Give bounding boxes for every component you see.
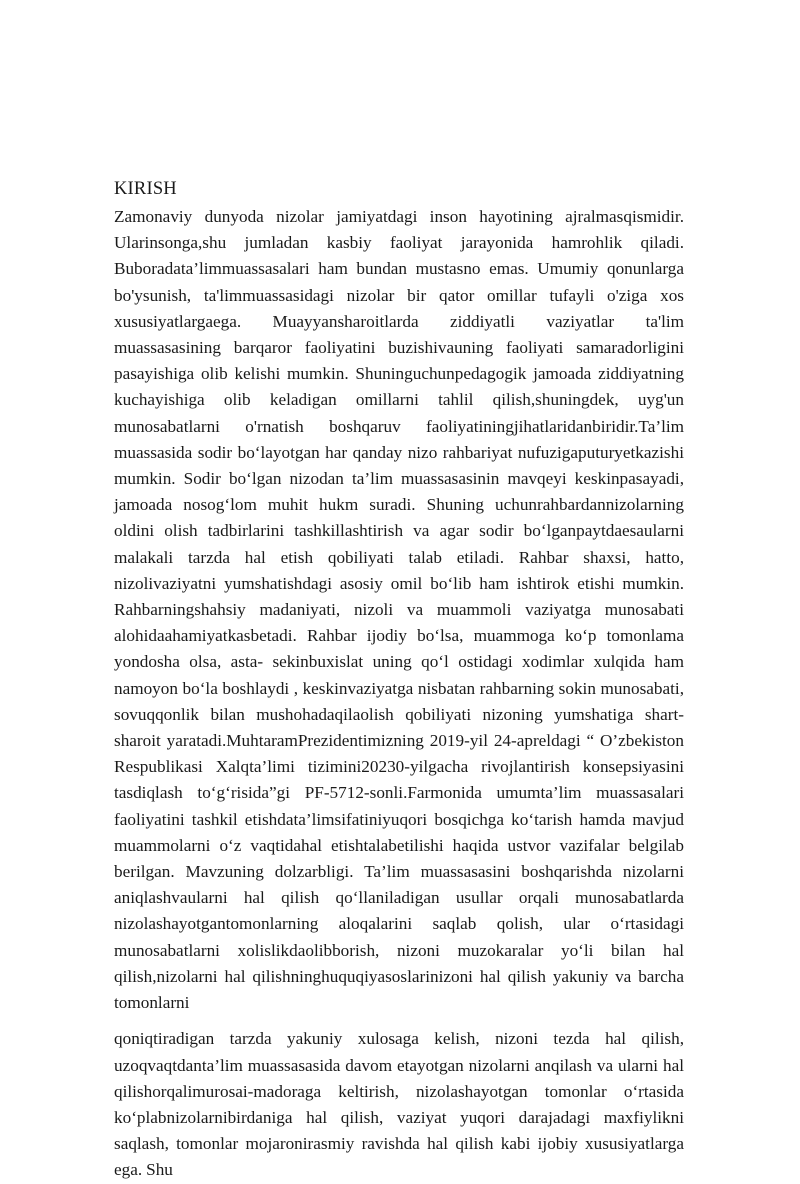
body-paragraph-1: Zamonaviy dunyoda nizolar jamiyatdagi inson hayotining ajralmasqismidir. Ularinsonga,shu jumladan kasbiy faoliyat jarayonida hamrohlik qiladi. Buboradata’limmuassasalari ham bundan mustasno emas. Umumiy qonunlarga bo'ysunish, ta'limmuassasidagi nizolar bir qator omillar tufayli o'ziga xos xususiyatlargaega. Muayyansharoitlarda ziddiyatli vaziyatlar ta'lim muassasasining barqaror faoliyatini buzishivauning faoliyati samaradorligini pasayishiga olib kelishi mumkin. Shuninguchunpedagogik jamoada ziddiyatning kuchayishiga olib keladigan omillarni tahlil qilish,shuningdek, uyg'un munosabatlarni o'rnatish boshqaruv faoliyatiningjihatlaridanbiridir.Ta’lim muassasida sodir bo‘layotgan har qanday nizo rahbariyat nufuzigaputuryetkazishi mumkin. Sodir bo‘lgan nizodan ta’lim muassasasinin mavqeyi keskinpasayadi, jamoada nosog‘lom muhit hukm suradi. Shuning uchunrahbardannizolarning oldini olish tadbirlarini tashkillashtirish va agar sodir bo‘lganpaytdaesaularni malakali tarzda hal etish qobiliyati talab etiladi. Rahbar shaxsi, hatto, nizolivaziyatni yumshatishdagi asosiy omil bo‘lib ham ishtirok etishi mumkin. Rahbarningshahsiy madaniyati, nizoli va muammoli vaziyatga munosabati alohidaahamiyatkasbetadi. Rahbar ijodiy bo‘lsa, muammoga ko‘p tomonlama yondosha olsa, asta- sekinbuxislat uning qo‘l ostidagi xodimlar xulqida ham namoyon bo‘la boshlaydi , keskinvaziyatga nisbatan rahbarning sokin munosabati, sovuqqonlik bilan mushohadaqilaolish qobiliyati nizoning yumshatiga shart-sharoit yaratadi.MuhtaramPrezidentimizning 2019-yil 24-apreldagi “ O’zbekiston Respublikasi Xalqta’limi tizimini20230-yilgacha rivojlantirish konsepsiyasini tasdiqlash to‘g‘risida”gi PF-5712-sonli.Farmonida umumta’lim muassasalari faoliyatini tashkil etishdata’limsifatiniyuqori bosqichga ko‘tarish hamda mavjud muammolarni o‘z vaqtidahal etishtalabetilishi haqida ustvor vazifalar belgilab berilgan. Mavzuning dolzarbligi. Ta’lim muassasasini boshqarishda nizolarni aniqlashvaularni hal qilish qo‘llaniladigan usullar orqali munosabatlarda nizolashayotgantomonlarning aloqalarini saqlab qolish, ular o‘rtasidagi munosabatlarni xolislikdaolibborish, nizoni muzokaralar yo‘li bilan hal qilish,nizolarni hal qilishninghuquqiyasoslarinizoni hal qilish yakuniy va barcha tomonlarni (114, 207, 684, 1013)
body-paragraph-2: qoniqtiradigan tarzda yakuniy xulosaga kelish, nizoni tezda hal qilish, uzoqvaqtdanta’lim muassasasida davom etayotgan nizolarni anqilash va ularni hal qilishorqalimurosai-madoraga keltirish, nizolashayotgan tomonlar o‘rtasida ko‘plabnizolarnibirdaniga hal qilish, vaziyat yuqori darajadagi maxfiylikni saqlash, tomonlar mojaronirasmiy ravishda hal qilish kabi ijobiy xususiyatlarga ega. Shu (114, 1029, 684, 1180)
document-page (114, 176, 684, 1184)
section-heading: KIRISH (114, 179, 177, 199)
